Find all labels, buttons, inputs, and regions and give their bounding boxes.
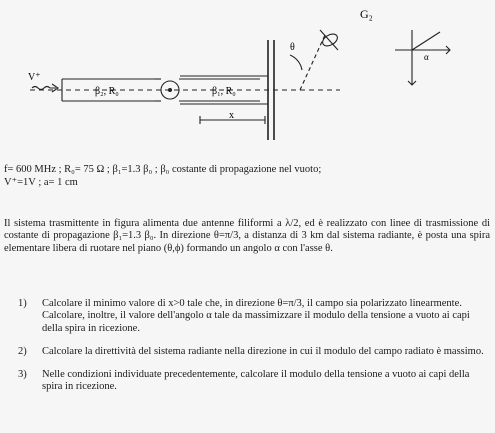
parameters-line-2: V⁺=1V ; a= 1 cm: [4, 177, 78, 188]
problem-statement: Il sistema trasmittente in figura alimenta due antenne filiformi a λ/2, ed è realizzato con linee di trasmissione di costante di propagazione β₁=1.3 β₀. In direzione θ=π/3, a distanza di 3 km dal sistema radiante, è posta una spira elementare libera di ruotare nel piano (θ,ϕ) formando un angolo α con l'asse θ.: [4, 218, 490, 254]
antenna-system-figure: [0, 0, 495, 160]
theta-arc: [290, 55, 302, 70]
question-number: 2): [18, 345, 27, 357]
question-list: [18, 298, 488, 405]
parameters-line-1: f= 600 MHz ; R₀= 75 Ω ; β₁=1.3 β₀ ; β₀ costante di propagazione nel vuoto;: [4, 164, 322, 175]
x-label: x: [229, 110, 234, 121]
line2-label: β₂, R₀: [95, 86, 119, 97]
input-label: V⁺: [28, 72, 41, 83]
input-arrow-icon: [32, 84, 58, 92]
question-1: [18, 298, 488, 335]
question-3: [18, 369, 488, 394]
question-2: [18, 346, 488, 358]
question-text: Nelle condizioni individuate precedentemente, calcolare il modulo della tensione a vuoto ai capi della spira in ricezione.: [42, 369, 470, 393]
theta-label: θ: [290, 42, 295, 53]
line1-label: β₁, R₀: [212, 86, 236, 97]
loop-label: G₂: [360, 7, 373, 21]
question-number: 1): [18, 298, 27, 309]
question-text: Calcolare il minimo valore di x>0 tale che, in direzione θ=π/3, il campo sia polarizzato linearmente. Calcolare, inoltre, il valore dell'angolo α tale da massimizzare il modulo della tensione a vuoto ai capi della spira in ricezione.: [42, 298, 470, 334]
question-text: Calcolare la direttività del sistema radiante nella direzione in cui il modulo del campo radiato è massimo.: [42, 345, 484, 357]
question-number: 3): [18, 369, 27, 381]
alpha-label: α: [424, 52, 429, 62]
